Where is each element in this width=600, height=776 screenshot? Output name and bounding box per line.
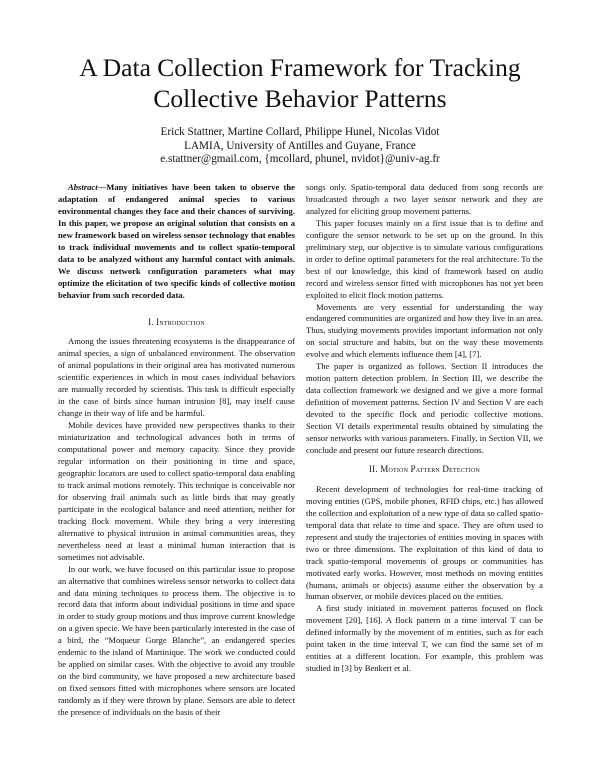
section-heading-motion-pattern-detection: II. Motion Pattern Detection [368,463,481,474]
affiliation: LAMIA, University of Antilles and Guyane, France [184,139,416,152]
author-names: Erick Stattner, Martine Collard, Philippe Hunel, Nicolas Vidot [160,126,440,138]
abstract-lead: Abstract [68,182,98,192]
abstract [58,182,295,302]
left-column [58,182,295,719]
paragraph: Among the issues threatening ecosystems is the disappearance of animal species, a sign of unbalanced environment. The observation of animal populations in their original area has motivated numerous scientific experiences in which in most cases individual behaviors are manually recorded by scientists. This task is difficult especially in the case of birds since human intrusion [8], may itself cause change in their way of life and be harmful. [58,336,295,419]
paragraph: This paper focuses mainly on a first issue that is to define and configure the sensor network to be set up on the ground. In this preliminary step, our objective is to simulate various configurations in order to define optimal parameters for the real architecture. To the best of our knowledge, this kind of framework based on audio record and wireless sensor fitted with microphones has not yet been exploited to elicit flock motion patterns. [306,217,543,300]
author-block [40,126,560,167]
abstract-text: —Many initiatives have been taken to observe the adaptation of endangered animal species to various environmental changes they face and their chances of surviving. In this paper, we propose an original solution that consists on a new framework based on wireless sensor technology that enables to track individual movements and to collect spatio-temporal data to be analyzed without any harmful contact with animals. We discuss network configuration parameters what may optimize the elicitation of two specific kinds of collective motion behavior from such recorded data. [58,182,295,300]
title-line-2: Collective Behavior Patterns [153,84,447,113]
author-emails: e.stattner@gmail.com, {mcollard, phunel, nvidot}@univ-ag.fr [160,153,440,166]
paragraph: A first study initiated in movement patterns focused on flock movement [20], [16]. A flock pattern in a time interval T can be defined informally by the movement of m entities, such as for each point taken in the time interval T, we can find the same set of m entities at a different location. For example, this problem was studied in [3] by Benkert et al. [306,603,543,674]
paragraph: Movements are very essential for understanding the way endangered communities are organized and how they live in an area. Thus, studying movements provides important information not only on social structure and habits, but on the way these movements evolve and which elements influence them [4], [7]. [306,301,543,360]
paragraph: songs only. Spatio-temporal data deduced from song records are broadcasted through a two layer sensor network and they are analyzed for eliciting group movement patterns. [306,182,543,216]
right-column [306,182,543,675]
paragraph: In our work, we have focused on this particular issue to propose an alternative that combines wireless sensor networks to collect data and data mining techniques to process them. The objective is to record data that inform about individual positions in time and space in order to study group motions and thus improve current knowledge on a given specie. We have been particularly interested in the case of a bird, the “Moqueur Gorge Blanche”, an endangered species endemic to the island of Martinique. The work we conducted could be applied on similar cases. With the objective to avoid any trouble on the bird community, we have proposed a new architecture based on fixed sensors fitted with microphones where sensors are located randomly as if they were thrown by plane. Sensors are able to detect the presence of individuals on the basis of their [58,563,295,718]
section-heading-introduction: I. Introduction [148,316,205,327]
paragraph: The paper is organized as follows. Section II introduces the motion pattern detection problem. In Section III, we describe the data collection framework we designed and we give a more formal definition of movement patterns. Section IV and Section V are each devoted to the specific flock and periodic collective motions. Section VI details experimental results obtained by simulating the sensor networks with various parameters. Finally, in Section VII, we conclude and present our future research directions. [306,361,543,455]
paragraph: Recent development of technologies for real-time tracking of moving entities (GPS, mobile phones, RFID chips, etc.) has allowed the collection and exploitation of a new type of data so called spatio-temporal data that relate to time and space. They are often used to represent and study the trajectories of entities moving in spaces with two or three dimensions. The exploitation of this kind of data to track spatio-temporal movements of groups or communities has motivated early works. However, most methods on moving entities (humans, animals or objects) assume either the observation by a human observer, or mobile devices placed on the entities. [306,483,543,602]
paragraph: Mobile devices have provided new perspectives thanks to their miniaturization and technological advances both in terms of computational power and memory capacity. Since they provide regular information on their positioning in time and space, geographic locators are used to collect spatio-temporal data enabling to track animal motions remotely. This technique is conceivable nor for observing frail animals such as little birds that may greatly participate in the ecological balance and need attention, neither for tracking flock movement. While they bring a very interesting alternative to physical intrusion in animal communities areas, they nevertheless need at least a minimal human interaction that is sometimes not advisable. [58,420,295,562]
title-line-1: A Data Collection Framework for Tracking [79,53,521,82]
paper-title [40,52,560,114]
